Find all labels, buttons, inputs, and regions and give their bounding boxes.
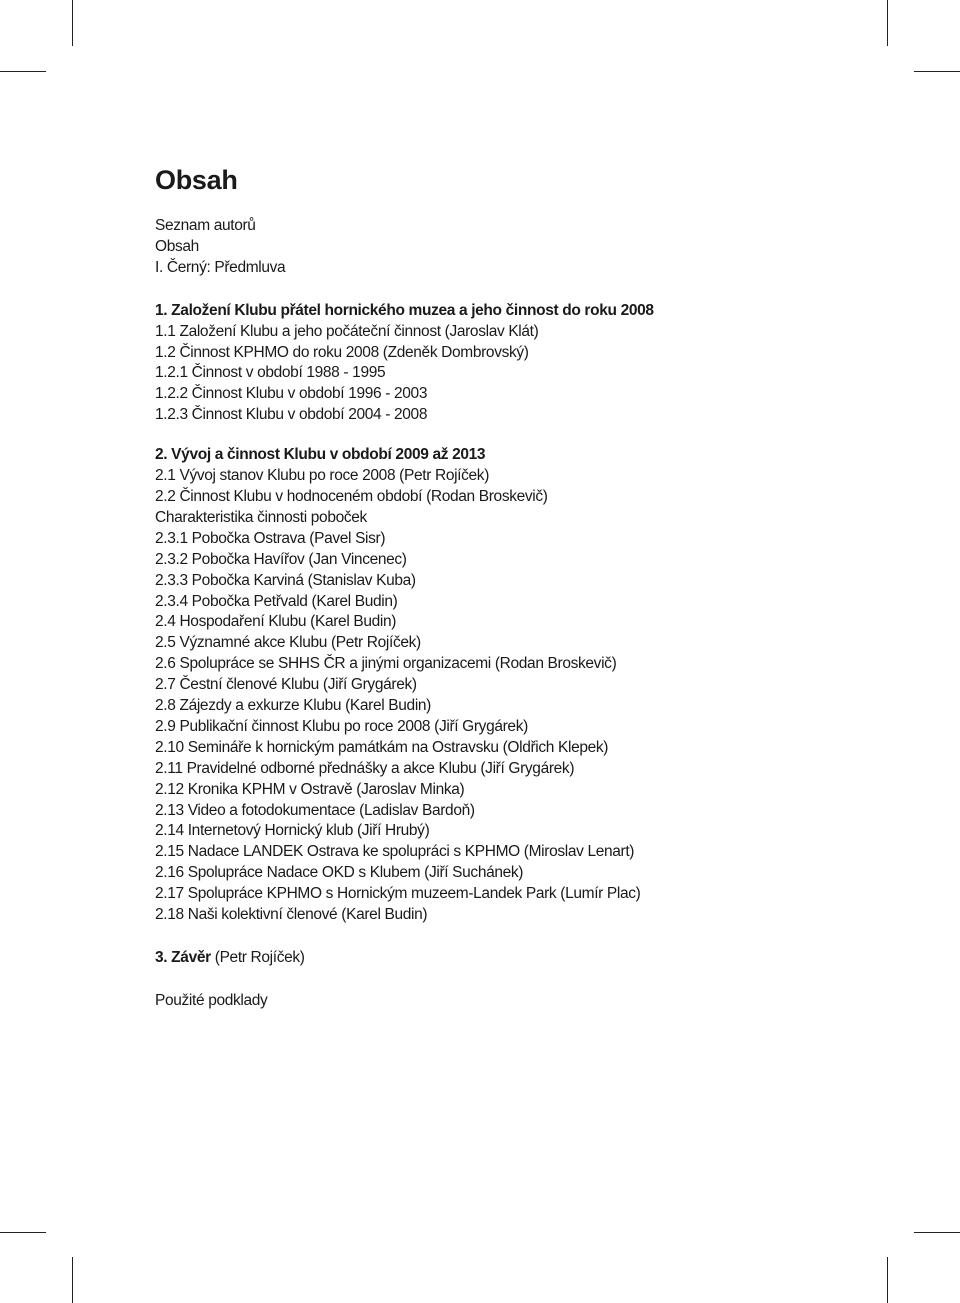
toc-entry: 2.14 Internetový Hornický klub (Jiří Hrubý) xyxy=(155,822,430,840)
toc-entry: 2.3.4 Pobočka Petřvald (Karel Budin) xyxy=(155,592,398,610)
crop-mark-right-upper xyxy=(914,71,960,72)
toc-entry: 1.2.1 Činnost v období 1988 - 1995 xyxy=(155,364,386,382)
toc-entry: 1.2 Činnost KPHMO do roku 2008 (Zdeněk Dombrovský) xyxy=(155,343,529,361)
section-heading: 2. Vývoj a činnost Klubu v období 2009 až 2013 xyxy=(155,446,486,464)
table-of-contents xyxy=(155,160,915,1012)
toc-entry: 2.17 Spolupráce KPHMO s Hornickým muzeem-Landek Park (Lumír Plac) xyxy=(155,885,641,903)
front-matter-list xyxy=(155,216,915,279)
crop-mark-left-upper xyxy=(0,71,46,72)
section-2 xyxy=(155,445,915,926)
toc-entry: I. Černý: Předmluva xyxy=(155,258,286,276)
toc-entry: 1.2.2 Činnost Klubu v období 1996 - 2003 xyxy=(155,385,428,403)
toc-entry: 2.3.3 Pobočka Karviná (Stanislav Kuba) xyxy=(155,571,416,589)
toc-entry: 2.8 Zájezdy a exkurze Klubu (Karel Budin) xyxy=(155,697,431,715)
toc-entry: Charakteristika činnosti poboček xyxy=(155,508,367,526)
section-1 xyxy=(155,301,915,426)
toc-entry: 2.11 Pravidelné odborné přednášky a akce Klubu (Jiří Grygárek) xyxy=(155,759,575,777)
toc-entry: 2.9 Publikační činnost Klubu po roce 2008 (Jiří Grygárek) xyxy=(155,717,528,735)
toc-entry: 2.3.1 Pobočka Ostrava (Pavel Sisr) xyxy=(155,529,386,547)
section-heading: 1. Založení Klubu přátel hornického muzea a jeho činnost do roku 2008 xyxy=(155,301,654,319)
toc-entry: 2.5 Významné akce Klubu (Petr Rojíček) xyxy=(155,634,421,652)
toc-entry: 1.2.3 Činnost Klubu v období 2004 - 2008 xyxy=(155,406,428,424)
toc-entry: 2.4 Hospodaření Klubu (Karel Budin) xyxy=(155,613,397,631)
toc-entry: 2.3.2 Pobočka Havířov (Jan Vincenec) xyxy=(155,550,407,568)
toc-entry: 2.12 Kronika KPHM v Ostravě (Jaroslav Minka) xyxy=(155,780,465,798)
toc-entry: 2.2 Činnost Klubu v hodnoceném období (Rodan Broskevič) xyxy=(155,487,548,505)
toc-entry: 2.16 Spolupráce Nadace OKD s Klubem (Jiří Suchánek) xyxy=(155,864,524,882)
toc-entry: 2.13 Video a fotodokumentace (Ladislav Bardoň) xyxy=(155,801,475,819)
toc-entry: 2.1 Vývoj stanov Klubu po roce 2008 (Petr Rojíček) xyxy=(155,467,490,485)
toc-entry: Seznam autorů xyxy=(155,217,256,234)
crop-mark-left-lower xyxy=(0,1232,46,1233)
toc-entry: 2.15 Nadace LANDEK Ostrava ke spolupráci s KPHMO (Miroslav Lenart) xyxy=(155,843,635,861)
crop-mark-top-right xyxy=(887,0,888,46)
crop-mark-right-lower xyxy=(914,1232,960,1233)
toc-entry: 1.1 Založení Klubu a jeho počáteční činnost (Jaroslav Klát) xyxy=(155,322,539,340)
closing-entry: Použité podklady xyxy=(155,991,268,1009)
crop-mark-top-left xyxy=(72,0,73,46)
section-3-heading xyxy=(155,948,915,969)
section-3-author: (Petr Rojíček) xyxy=(210,949,305,966)
page-title: Obsah xyxy=(155,165,238,195)
toc-entry: 2.6 Spolupráce se SHHS ČR a jinými organizacemi (Rodan Broskevič) xyxy=(155,655,617,673)
crop-mark-bottom-left xyxy=(72,1257,73,1303)
section-3-title: 3. Závěr xyxy=(155,949,211,966)
crop-mark-bottom-right xyxy=(887,1257,888,1303)
toc-entry: Obsah xyxy=(155,237,199,255)
toc-entry: 2.18 Naši kolektivní členové (Karel Budin) xyxy=(155,906,428,924)
toc-entry: 2.7 Čestní členové Klubu (Jiří Grygárek) xyxy=(155,676,417,694)
toc-entry: 2.10 Semináře k hornickým památkám na Ostravsku (Oldřich Klepek) xyxy=(155,738,609,756)
